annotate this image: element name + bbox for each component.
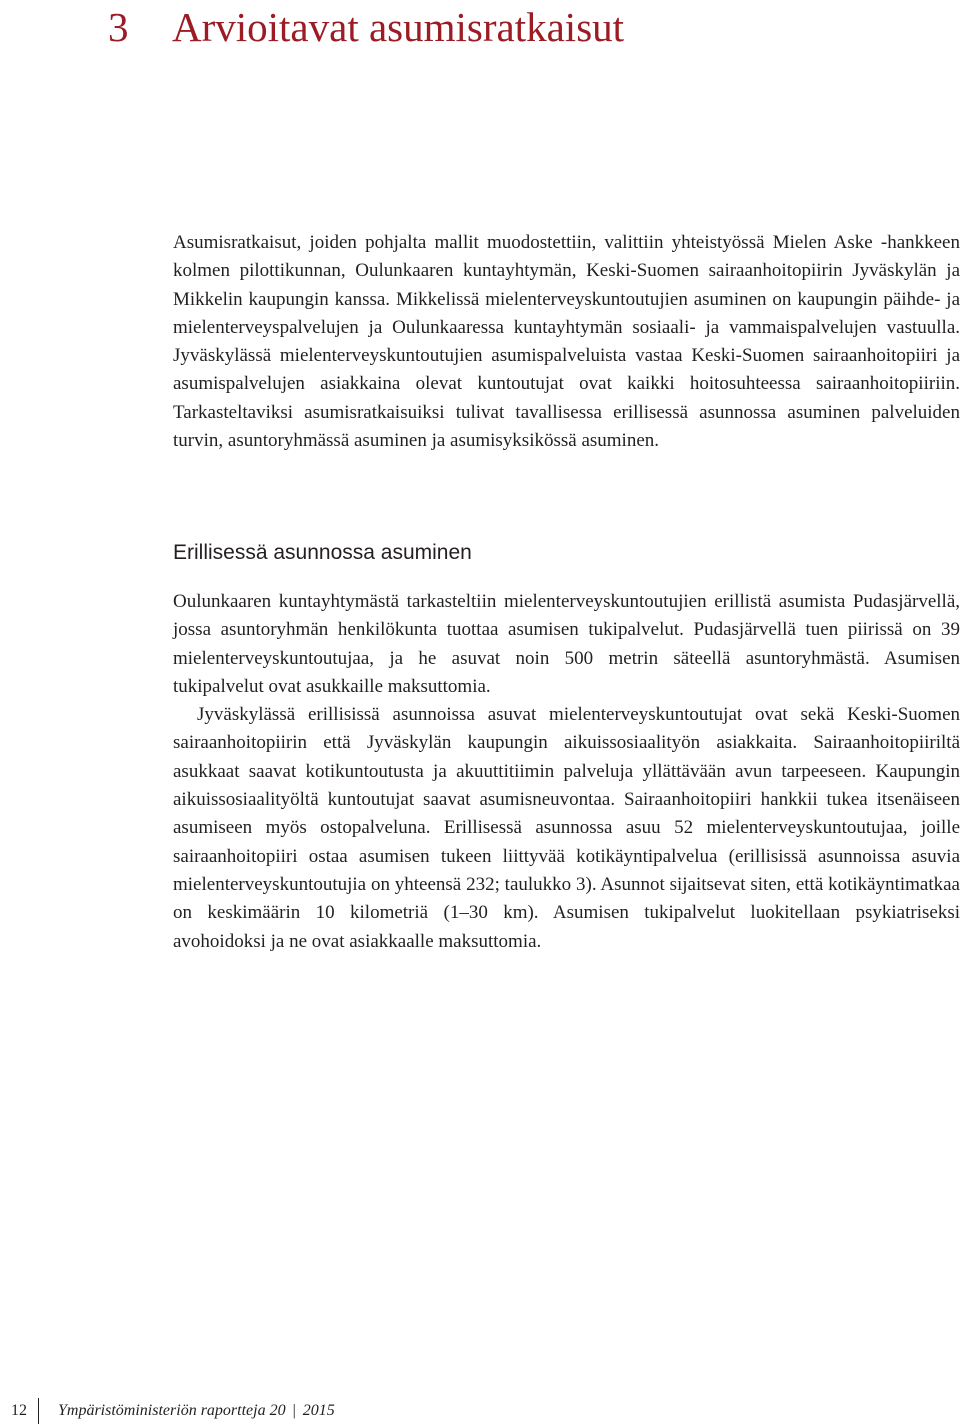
- section-paragraph-1: Oulunkaaren kuntayhtymästä tarkasteltiin mielenterveyskuntoutujien erillistä asumista Pudasjärvellä, jossa asuntoryhmän henkilökunta tuottaa asumisen tukipalvelut. Pudasjärvellä tuen piirissä on 39 mielenterveyskuntoutujaa, ja he asuvat noin 500 metrin säteellä asuntoryhmästä. Asumisen tukipalvelut ovat asukkaille maksuttomia.: [173, 591, 960, 697]
- series-info: [58, 1398, 335, 1424]
- footer-divider: [38, 1398, 39, 1424]
- chapter-number: 3: [108, 4, 129, 50]
- chapter-title-text: Arvioitavat asumisratkaisut: [172, 4, 625, 50]
- page-number: 12: [11, 1402, 27, 1419]
- intro-paragraph: Asumisratkaisut, joiden pohjalta mallit muodostettiin, valittiin yhteistyössä Mielen Aske -hankkeen kolmen pilottikunnan, Oulunkaaren kuntayhtymän, Keski-Suomen sairaanhoitopiirin Jyväskylän ja Mikkelin kaupungin kanssa. Mikkelissä mielenterveyskuntoutujien asuminen on kaupungin päihde- ja mielenterveyspalvelujen ja Oulunkaaressa kuntayhtymän sosiaali- ja vammaispalvelujen vastuulla. Jyväskylässä mielenterveyskuntoutujien asumispalveluista vastaa Keski-Suomen sairaanhoitopiiri ja asumispalvelujen asiakkaina olevat kuntoutujat ovat kaikki hoitosuhteessa sairaanhoitopiiriin. Tarkasteltaviksi asumisratkaisuiksi tulivat tavallisessa erillisessä asunnossa asuminen palveluiden turvin, asuntoryhmässä asuminen ja asumisyksikössä asuminen.: [173, 232, 960, 452]
- section-heading: Erillisessä asunnossa asuminen: [173, 541, 472, 564]
- series-title: Ympäristöministeriön raportteja 20: [58, 1402, 286, 1419]
- section-body: [173, 588, 960, 956]
- intro-text: [173, 229, 960, 455]
- page-footer: [0, 1398, 420, 1424]
- series-year: 2015: [302, 1402, 335, 1419]
- chapter-title: [108, 2, 624, 52]
- series-separator: |: [292, 1402, 296, 1419]
- section-paragraph-2: Jyväskylässä erillisissä asunnoissa asuvat mielenterveyskuntoutujat ovat sekä Keski-Suomen sairaanhoitopiirin että Jyväskylän kaupungin aikuissosiaalityön asiakkaita. Sairaanhoitopiiriltä asukkaat saavat kotikuntoutusta ja akuuttitiimin palveluja yllättävään avun tarpeeseen. Kaupungin aikuissosiaalityöltä kuntoutujat saavat asumisneuvontaa. Sairaanhoitopiiri hankkii tukea itsenäiseen asumiseen myös ostopalveluna. Erillisessä asunnossa asuu 52 mielenterveyskuntoutujaa, joille sairaanhoitopiiri ostaa asumisen tukeen liittyvää kotikäyntipalvelua (erillisissä asunnoissa asuvia mielenterveyskuntoutujia on yhteensä 232; taulukko 3). Asunnot sijaitsevat siten, että kotikäyntimatkaa on keskimäärin 10 kilometriä (1–30 km). Asumisen tukipalvelut luokitellaan psykiatriseksi avohoidoksi ja ne ovat asiakkaalle maksuttomia.: [173, 704, 960, 952]
